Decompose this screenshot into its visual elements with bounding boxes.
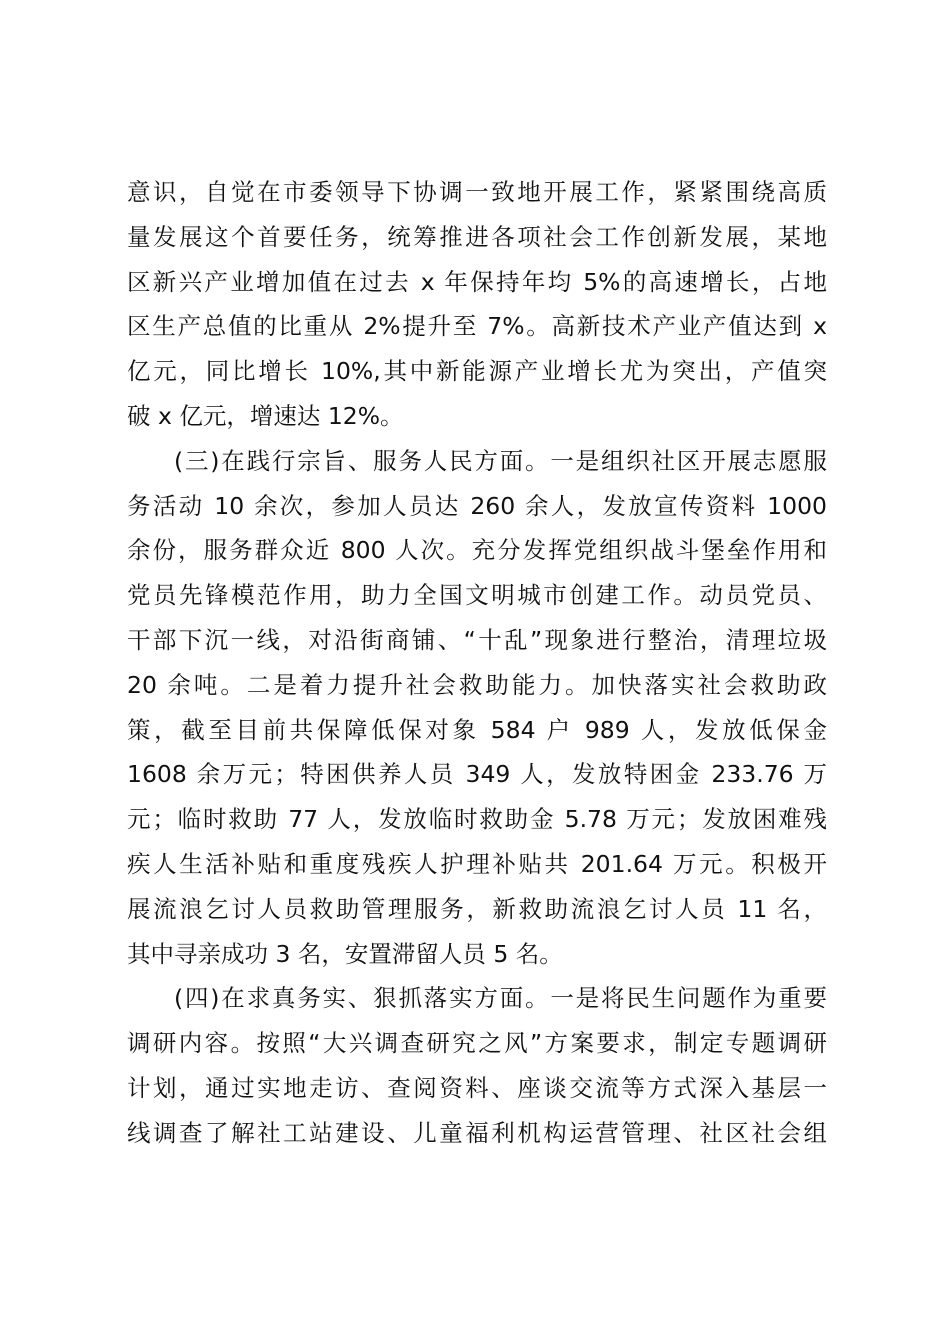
paragraph-1 [127,170,827,439]
text-line: 量发展这个首要任务，统筹推进各项社会工作创新发展，某地 [127,222,827,251]
text-line: 1608 余万元；特困供养人员 349 人，发放特困金 233.76 万 [127,760,827,789]
text-line: 干部下沉一线，对沿街商铺、“十乱”现象进行整治，清理垃圾 [127,625,827,654]
text-line: 展流浪乞讨人员救助管理服务，新救助流浪乞讨人员 11 名， [127,894,827,923]
text-line: 疾人生活补贴和重度残疾人护理补贴共 201.64 万元。积极开 [127,849,827,878]
document-body [127,170,827,1156]
text-line: 意识，自觉在市委领导下协调一致地开展工作，紧紧围绕高质 [127,178,827,206]
text-line: 计划，通过实地走访、查阅资料、座谈交流等方式深入基层一 [127,1073,827,1102]
text-line: 区新兴产业增加值在过去 x 年保持年均 5%的高速增长，占地 [127,267,827,296]
text-line: 其中寻亲成功 3 名，安置滞留人员 5 名。 [127,939,563,968]
text-line: 策，截至目前共保障低保对象 584 户 989 人，发放低保金 [127,715,827,744]
text-line: 20 余吨。二是着力提升社会救助能力。加快落实社会救助政 [127,670,827,699]
text-line: 亿元，同比增长 10%,其中新能源产业增长尤为突出，产值突 [127,357,827,386]
text-line: 务活动 10 余次，参加人员达 260 余人，发放宣传资料 1000 [127,491,827,520]
text-line: 破 x 亿元，增速达 12%。 [127,401,404,430]
text-line: 区生产总值的比重从 2%提升至 7%。高新技术产业产值达到 x [127,312,827,341]
text-line: 余份，服务群众近 800 人次。充分发挥党组织战斗堡垒作用和 [127,536,827,565]
text-line: (四)在求真务实、狠抓落实方面。一是将民生问题作为重要 [174,984,827,1013]
text-line: (三)在践行宗旨、服务人民方面。一是组织社区开展志愿服 [174,446,827,475]
text-line: 线调查了解社工站建设、儿童福利机构运营管理、社区社会组 [127,1118,827,1147]
text-line: 元；临时救助 77 人，发放临时救助金 5.78 万元；发放困难残 [127,805,827,834]
text-line: 党员先锋模范作用，助力全国文明城市创建工作。动员党员、 [127,581,827,610]
paragraph-3 [127,976,827,1155]
paragraph-2 [127,439,827,977]
text-line: 调研内容。按照“大兴调查研究之风”方案要求，制定专题调研 [127,1029,827,1058]
